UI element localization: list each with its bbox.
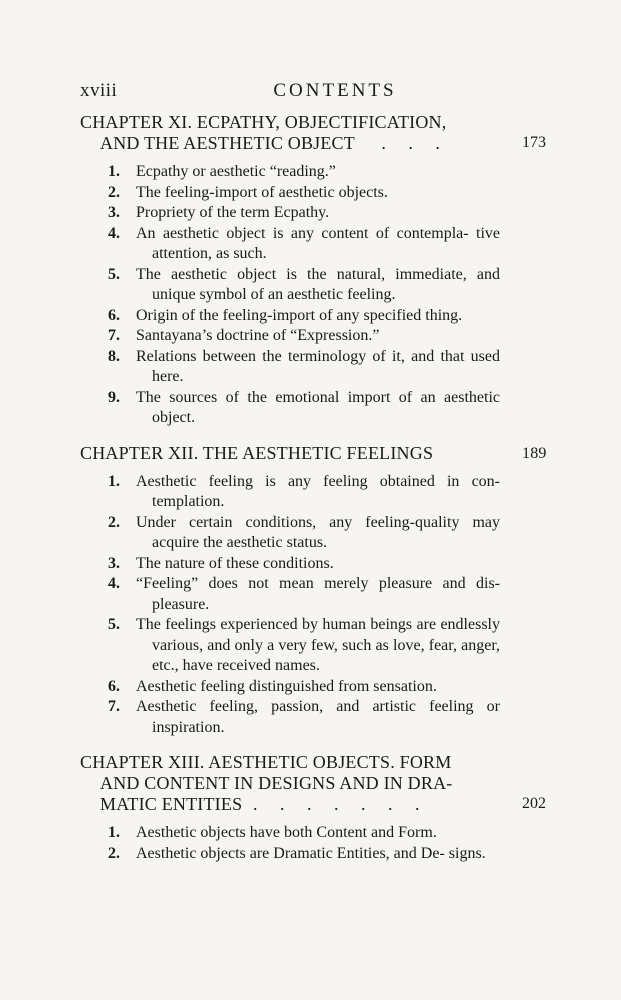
item-text: Aesthetic objects have both Content and Form. <box>136 824 437 841</box>
list-item <box>80 347 500 388</box>
item-text: The sources of the emotional import of an aesthetic object. <box>136 388 500 426</box>
chapter-items <box>80 472 560 739</box>
item-text: Propriety of the term Ecpathy. <box>136 204 330 221</box>
item-number: 6. <box>108 677 120 695</box>
item-text: Santayana’s doctrine of “Expression.” <box>136 327 380 344</box>
item-text: Aesthetic feeling distinguished from sensation. <box>136 677 437 695</box>
list-item <box>80 615 500 677</box>
item-text: The aesthetic object is the natural, immediate, and unique symbol of an aesthetic feeling. <box>136 265 500 303</box>
list-item <box>80 513 500 554</box>
list-item <box>80 265 500 306</box>
list-item <box>80 472 500 513</box>
leader-dots: . . . . . . . <box>253 794 429 814</box>
list-item <box>80 844 500 865</box>
chapter-entry <box>80 443 560 739</box>
page-header <box>80 80 550 104</box>
list-item <box>80 574 500 615</box>
item-number: 2. <box>108 183 120 201</box>
chapter-title-line-last <box>80 794 500 815</box>
item-text: The feelings experienced by human beings are endlessly various, and only a very few, such as love, fear, anger, etc., have received names. <box>136 616 500 674</box>
list-item <box>80 224 500 265</box>
item-number: 5. <box>108 265 120 283</box>
item-text: Aesthetic objects are Dramatic Entities, and De- signs. <box>136 844 486 862</box>
item-text: Under certain conditions, any feeling-quality may acquire the aesthetic status. <box>136 513 500 551</box>
chapter-page-number: 202 <box>522 795 546 812</box>
chapter-title-line: CHAPTER XII. THE AESTHETIC FEELINGS <box>80 442 434 463</box>
item-number: 1. <box>108 163 120 180</box>
chapter-title-line: AND CONTENT IN DESIGNS AND IN DRA- <box>100 773 453 793</box>
list-item <box>80 677 500 698</box>
item-number: 1. <box>108 824 120 841</box>
item-number: 3. <box>108 554 120 572</box>
item-number: 2. <box>108 513 120 531</box>
chapter-items <box>80 162 560 429</box>
chapter-title-line-last <box>80 133 500 154</box>
item-text: Aesthetic feeling, passion, and artistic feeling or inspiration. <box>136 698 500 736</box>
page-number: xviii <box>80 80 118 101</box>
chapter-title-line: MATIC ENTITIES <box>100 794 243 814</box>
item-text: Origin of the feeling-import of any specified thing. <box>136 306 463 324</box>
chapter-title-line: CHAPTER XIII. AESTHETIC OBJECTS. FORM <box>80 752 452 772</box>
chapter-title <box>80 752 500 815</box>
item-number: 3. <box>108 204 120 221</box>
item-text: An aesthetic object is any content of contempla- tive attention, as such. <box>136 224 500 262</box>
chapter-entry <box>80 752 560 864</box>
item-number: 2. <box>108 844 120 862</box>
chapter-title-line: AND THE AESTHETIC OBJECT <box>100 133 355 153</box>
chapter-title <box>80 112 500 154</box>
item-text: Relations between the terminology of it, and that used here. <box>136 347 500 385</box>
item-number: 6. <box>108 306 120 324</box>
item-number: 5. <box>108 616 120 633</box>
item-number: 8. <box>108 347 120 365</box>
item-text: “Feeling” does not mean merely pleasure and dis- pleasure. <box>136 575 500 613</box>
running-head: CONTENTS <box>273 80 397 101</box>
list-item <box>80 554 500 575</box>
chapter-entry <box>80 112 560 429</box>
table-of-contents <box>80 112 560 874</box>
list-item <box>80 326 500 347</box>
chapter-title <box>80 442 547 464</box>
list-item <box>80 162 500 183</box>
item-number: 9. <box>108 388 120 406</box>
item-text: The nature of these conditions. <box>136 554 334 572</box>
leader-dots: . . . <box>381 133 449 153</box>
item-number: 7. <box>108 698 120 715</box>
list-item <box>80 183 500 204</box>
list-item <box>80 388 500 429</box>
list-item <box>80 823 500 844</box>
chapter-page-number: 189 <box>522 444 547 462</box>
chapter-page-number: 173 <box>522 134 546 151</box>
item-number: 1. <box>108 472 120 490</box>
chapter-title-line: CHAPTER XI. ECPATHY, OBJECTIFICATION, <box>80 112 447 132</box>
list-item <box>80 306 500 327</box>
chapter-items <box>80 823 560 864</box>
list-item <box>80 203 500 224</box>
item-number: 4. <box>108 224 120 242</box>
list-item <box>80 697 500 738</box>
item-text: Aesthetic feeling is any feeling obtained in con- templation. <box>136 472 500 510</box>
item-number: 4. <box>108 575 120 592</box>
item-number: 7. <box>108 327 120 344</box>
item-text: The feeling-import of aesthetic objects. <box>136 183 388 201</box>
item-text: Ecpathy or aesthetic “reading.” <box>136 163 336 180</box>
